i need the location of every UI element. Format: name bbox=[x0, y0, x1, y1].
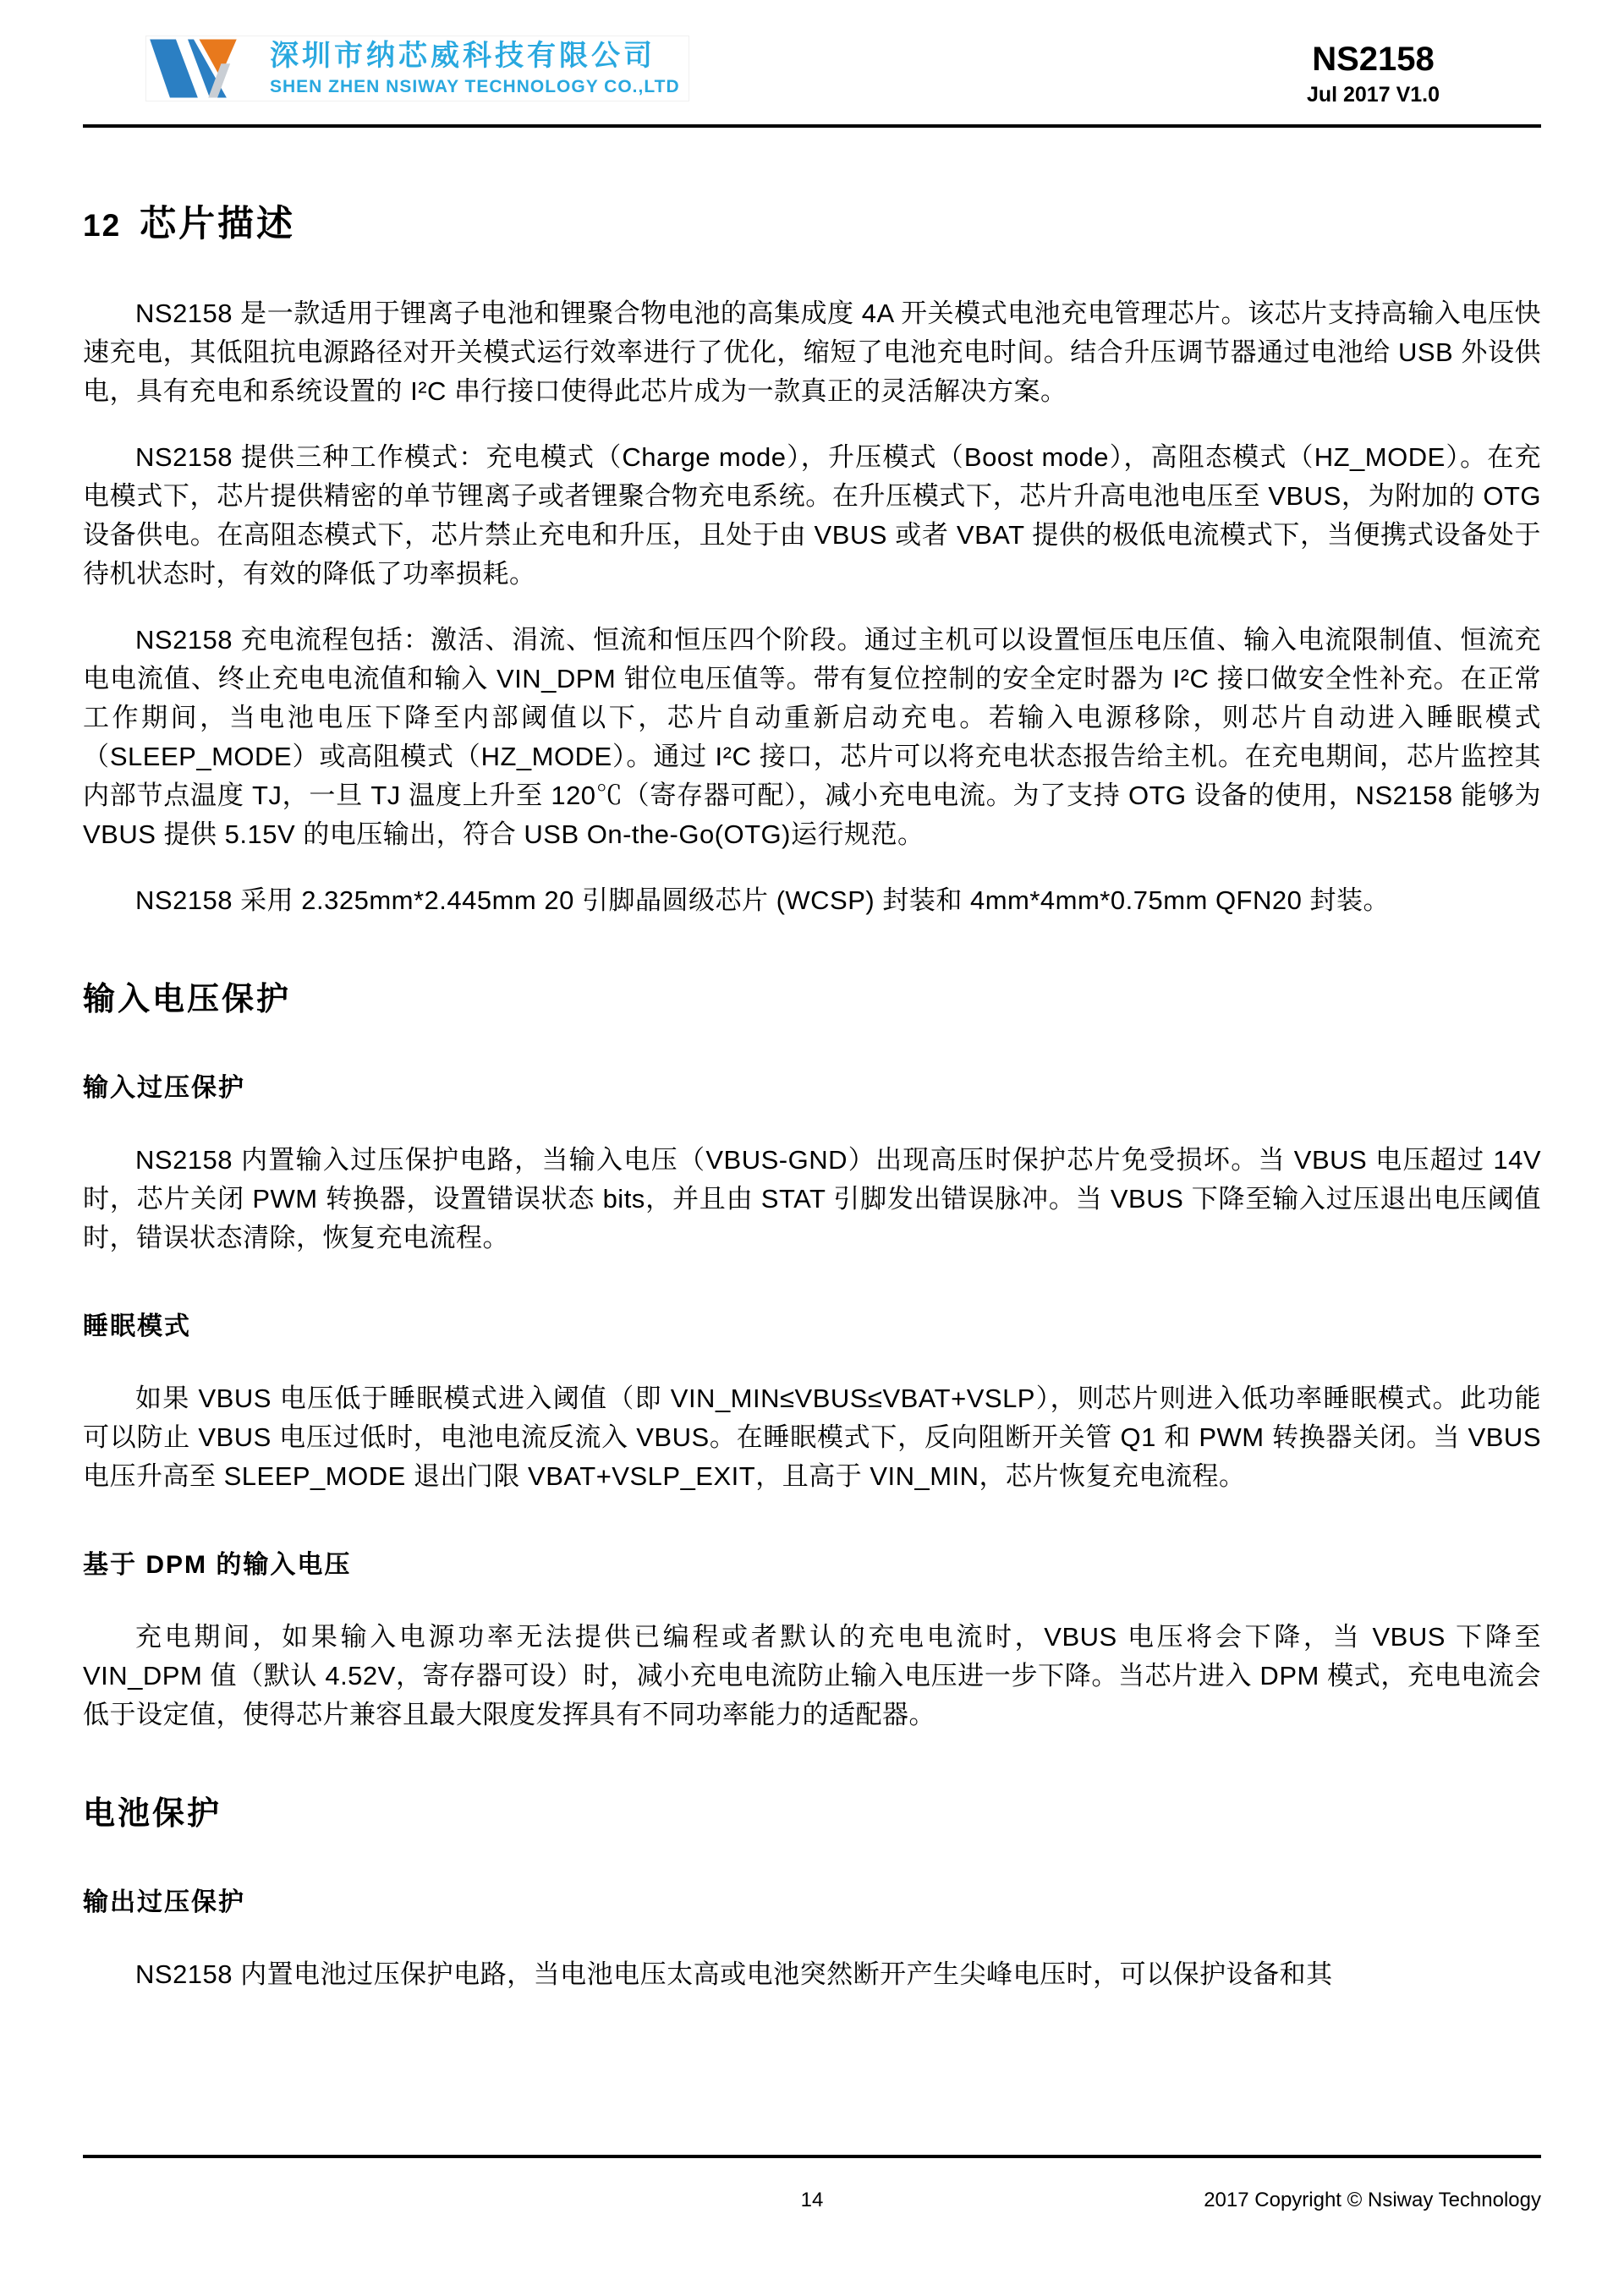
part-number: NS2158 bbox=[1312, 41, 1435, 78]
company-names bbox=[270, 40, 680, 96]
doc-id-block bbox=[1307, 36, 1440, 107]
page-content bbox=[0, 195, 1624, 1994]
intro-paragraph: NS2158 提供三种工作模式：充电模式（Charge mode），升压模式（Boost mode），高阻态模式（HZ_MODE）。在充电模式下，芯片提供精密的单节锂离子或者锂聚合物充电系统。在升压模式下，芯片升高电池电压至 VBUS，为附加的 OTG 设备供电。在高阻态模式下，芯片禁止充电和升压，且处于由 VBUS 或者 VBAT 提供的极低电流模式下，当便携式设备处于待机状态时，有效的降低了功率损耗。 bbox=[83, 442, 1541, 589]
subheading-dpm-input-voltage: 基于 DPM 的输入电压 bbox=[83, 1551, 352, 1579]
header-rule bbox=[83, 124, 1541, 128]
intro-paragraph: NS2158 是一款适用于锂离子电池和锂聚合物电池的高集成度 4A 开关模式电池充电管理芯片。该芯片支持高输入电压快速充电，其低阻抗电源路径对开关模式运行效率进行了优化，缩短了电池充电时间。结合升压调节器通过电池给 USB 外设供电，具有充电和系统设置的 I²C 串行接口使得此芯片成为一款真正的灵活解决方案。 bbox=[83, 299, 1541, 406]
heading-input-voltage-protection: 输入电压保护 bbox=[83, 982, 292, 1017]
heading-battery-protection: 电池保护 bbox=[83, 1796, 222, 1832]
copyright-text: 2017 Copyright © Nsiway Technology bbox=[1204, 2189, 1541, 2211]
doc-revision: Jul 2017 V1.0 bbox=[1306, 83, 1440, 107]
subheading-output-ovp: 输出过压保护 bbox=[83, 1888, 245, 1916]
company-logo-icon bbox=[148, 38, 239, 99]
paragraph-sleep-mode: 如果 VBUS 电压低于睡眠模式进入阈值（即 VIN_MIN≤VBUS≤VBAT+VSLP），则芯片则进入低功率睡眠模式。此功能可以防止 VBUS 电压过低时，电池电流反流入 VBUS。在睡眠模式下，反向阻断开关管 Q1 和 PWM 转换器关闭。当 VBUS 电压升高至 SLEEP_MODE 退出门限 VBAT+VSLP_EXIT，且高于 VIN_MIN，芯片恢复充电流程。 bbox=[83, 1384, 1541, 1491]
company-block bbox=[145, 36, 689, 101]
page-header bbox=[0, 0, 1624, 124]
paragraph-dpm-input-voltage: 充电期间，如果输入电源功率无法提供已编程或者默认的充电电流时，VBUS 电压将会下降，当 VBUS 下降至 VIN_DPM 值（默认 4.52V，寄存器可设）时，减小充电电流防止输入电压进一步下降。当芯片进入 DPM 模式，充电电流会低于设定值，使得芯片兼容且最大限度发挥具有不同功率能力的适配器。 bbox=[83, 1622, 1541, 1729]
section-number: 12 bbox=[83, 208, 122, 243]
footer-rule bbox=[83, 2155, 1541, 2158]
section-title-text: 芯片描述 bbox=[140, 204, 296, 244]
paragraph-output-ovp: NS2158 内置电池过压保护电路，当电池电压太高或电池突然断开产生尖峰电压时，可以保护设备和其 bbox=[135, 1959, 1333, 1989]
intro-paragraph: NS2158 采用 2.325mm*2.445mm 20 引脚晶圆级芯片 (WCSP) 封装和 4mm*4mm*0.75mm QFN20 封装。 bbox=[135, 885, 1390, 915]
section-title bbox=[83, 195, 1541, 247]
page-number: 14 bbox=[800, 2189, 824, 2211]
company-name-en: SHEN ZHEN NSIWAY TECHNOLOGY CO.,LTD bbox=[270, 76, 680, 96]
subheading-sleep-mode: 睡眠模式 bbox=[83, 1312, 191, 1340]
paragraph-input-ovp: NS2158 内置输入过压保护电路，当输入电压（VBUS-GND）出现高压时保护芯片免受损坏。当 VBUS 电压超过 14V 时，芯片关闭 PWM 转换器，设置错误状态 bits，并且由 STAT 引脚发出错误脉冲。当 VBUS 下降至输入过压退出电压阈值时，错误状态清除，恢复充电流程。 bbox=[83, 1145, 1541, 1252]
subheading-input-ovp: 输入过压保护 bbox=[83, 1074, 245, 1102]
company-name-cn: 深圳市纳芯威科技有限公司 bbox=[270, 40, 656, 73]
intro-paragraph: NS2158 充电流程包括：激活、涓流、恒流和恒压四个阶段。通过主机可以设置恒压电压值、输入电流限制值、恒流充电电流值、终止充电电流值和输入 VIN_DPM 钳位电压值等。带有复位控制的安全定时器为 I²C 接口做安全性补充。在正常工作期间，当电池电压下降至内部阈值以下，芯片自动重新启动充电。若输入电源移除，则芯片自动进入睡眠模式（SLEEP_MODE）或高阻模式（HZ_MODE）。通过 I²C 接口，芯片可以将充电状态报告给主机。在充电期间，芯片监控其内部节点温度 TJ，一旦 TJ 温度上升至 120℃（寄存器可配），减小充电电流。为了支持 OTG 设备的使用，NS2158 能够为 VBUS 提供 5.15V 的电压输出，符合 USB On-the-Go(OTG)运行规范。 bbox=[83, 625, 1541, 849]
